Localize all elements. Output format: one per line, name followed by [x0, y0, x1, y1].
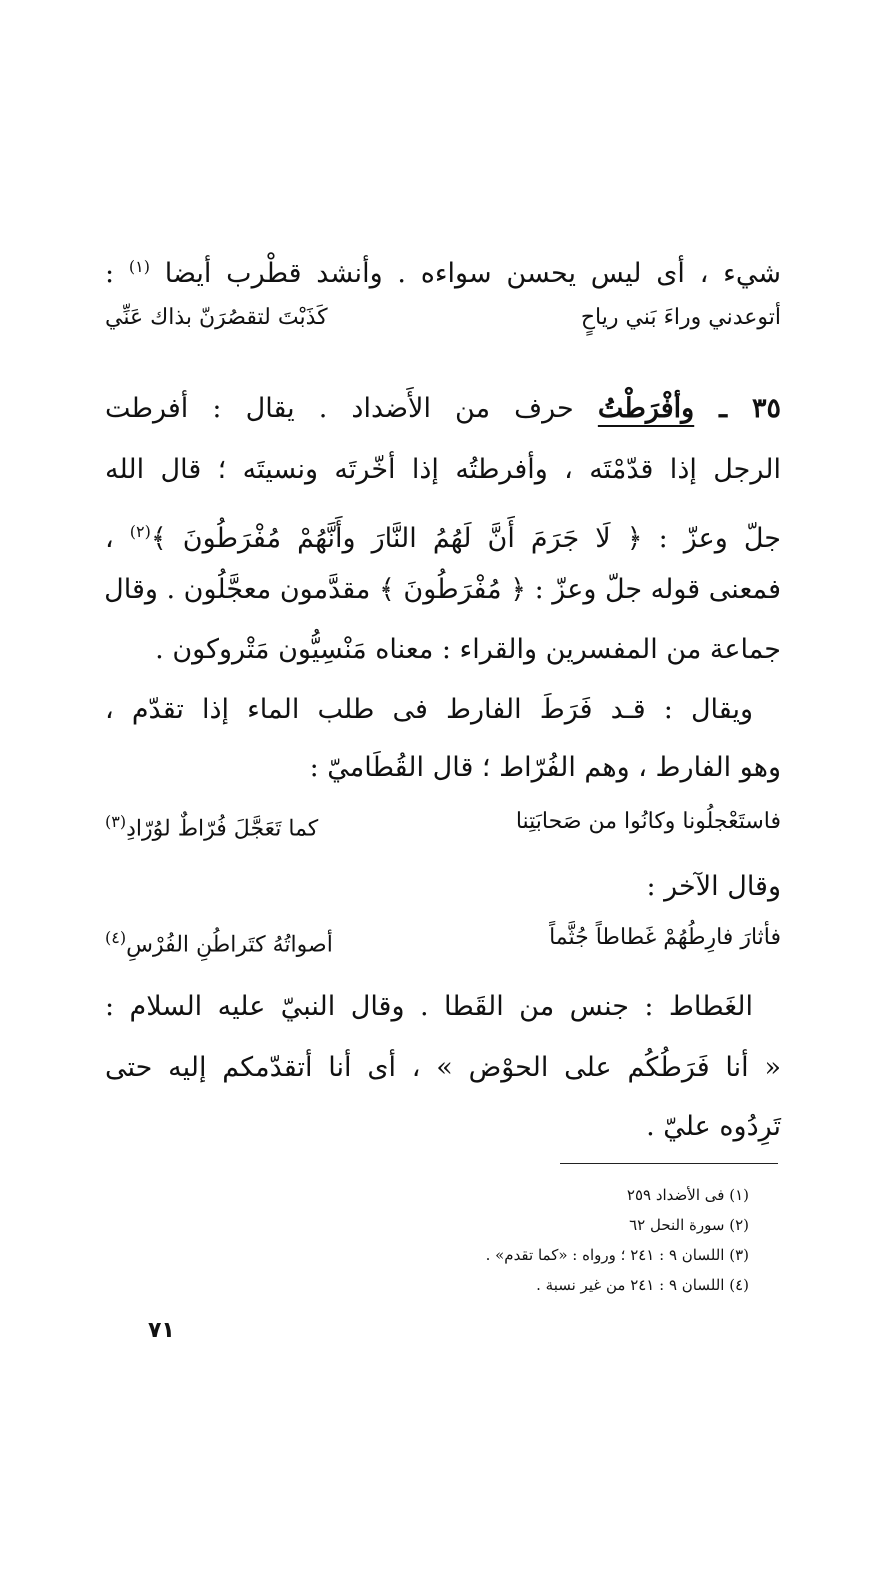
footnote-ref-2: (٢): [129, 522, 151, 541]
footnote-4: (٤) اللسان ٩ : ٢٤١ من غير نسبة .: [536, 1276, 749, 1294]
text-line-3: الرجل إذا قدّمْتَه ، وأفرطتُه إذا أخّرتَه ونسيتَه ؛ قال الله: [105, 454, 781, 485]
verse-3-first-hemistich: فأثارَ فارِطُهُمْ غَطاطاً جُثَّماً: [549, 925, 781, 950]
text-line-8: وهو الفارط ، وهم الفُرّاط ؛ قال القُطَاميّ :: [309, 752, 781, 783]
footnote-1: (١) فى الأضداد ٢٥٩: [626, 1186, 749, 1204]
verse-1-second-hemistich: كَذَبْتَ لتقصُرَنّ بذاك عَنِّي: [105, 305, 328, 330]
text-line-5: فمعنى قوله جلّ وعزّ : ﴿ مُفْرَطُونَ ﴾ مقدَّمون معجَّلُون . وقال: [104, 574, 781, 605]
entry-35-heading-line: ٣٥ ـ وأفْرَطْتُ حرف من الأَضداد . يقال : أفرطت: [105, 393, 781, 424]
footnote-2: (٢) سورة النحل ٦٢: [629, 1216, 749, 1234]
page-number: ٧١: [148, 1318, 175, 1343]
text-line-10: الغَطاط : جنس من القَطا . وقال النبيّ عليه السلام :: [105, 991, 753, 1022]
footnote-3: (٣) اللسان ٩ : ٢٤١ ؛ ورواه : «كما تقدم» .: [485, 1246, 749, 1264]
footnote-ref-3: (٣): [105, 812, 127, 831]
verse-2: [105, 802, 781, 849]
entry-number: ٣٥ ـ: [694, 393, 781, 424]
text-line-4: جلّ وعزّ : ﴿ لَا جَرَمَ أَنَّ لَهُمُ النَّارَ وأَنَّهُمْ مُفْرَطُونَ ﴾$^{(٢)}$ ،: [105, 522, 781, 554]
text-line-9: وقال الآخر :: [646, 871, 781, 902]
text-line-1: شيء ، أى ليس يحسن سواءه . وأنشد قطْرب أيضا $^{(١)}$ :: [105, 257, 782, 289]
text-line-6: جماعة من المفسرين والقراء : معناه مَنْسِيُّون مَتْروكون .: [155, 634, 781, 665]
footnote-ref-1: (١): [128, 257, 150, 276]
entry-headword: وأفْرَطْتُ: [597, 393, 695, 424]
text-line-7: ويقال : قـد فَرَطَ الفارط فى طلب الماء إذا تقدّم ،: [105, 694, 753, 725]
footnote-ref-4: (٤): [105, 928, 127, 947]
verse-2-second-hemistich: كما تَعَجَّلَ فُرّاطٌ لوُرّادِ$^{(٣)}$: [105, 812, 319, 842]
verse-1: [105, 298, 781, 338]
text-line-12: تَرِدُوه عليّ .: [646, 1111, 781, 1142]
verse-3-second-hemistich: أصواتُهُ كتَراطُنِ الفُرْسِ$^{(٤)}$: [105, 928, 333, 958]
verse-3: [105, 918, 781, 965]
verse-2-first-hemistich: فاستَعْجلُونا وكانُوا من صَحابَتِنا: [515, 809, 781, 834]
verse-1-first-hemistich: أتوعدني وراءَ بَني رياحٍ: [580, 305, 781, 330]
text-line-11: « أنا فَرَطُكُم على الحوْض » ، أى أنا أتقدّمكم إليه حتى: [105, 1052, 781, 1083]
footnote-divider: [560, 1163, 778, 1164]
